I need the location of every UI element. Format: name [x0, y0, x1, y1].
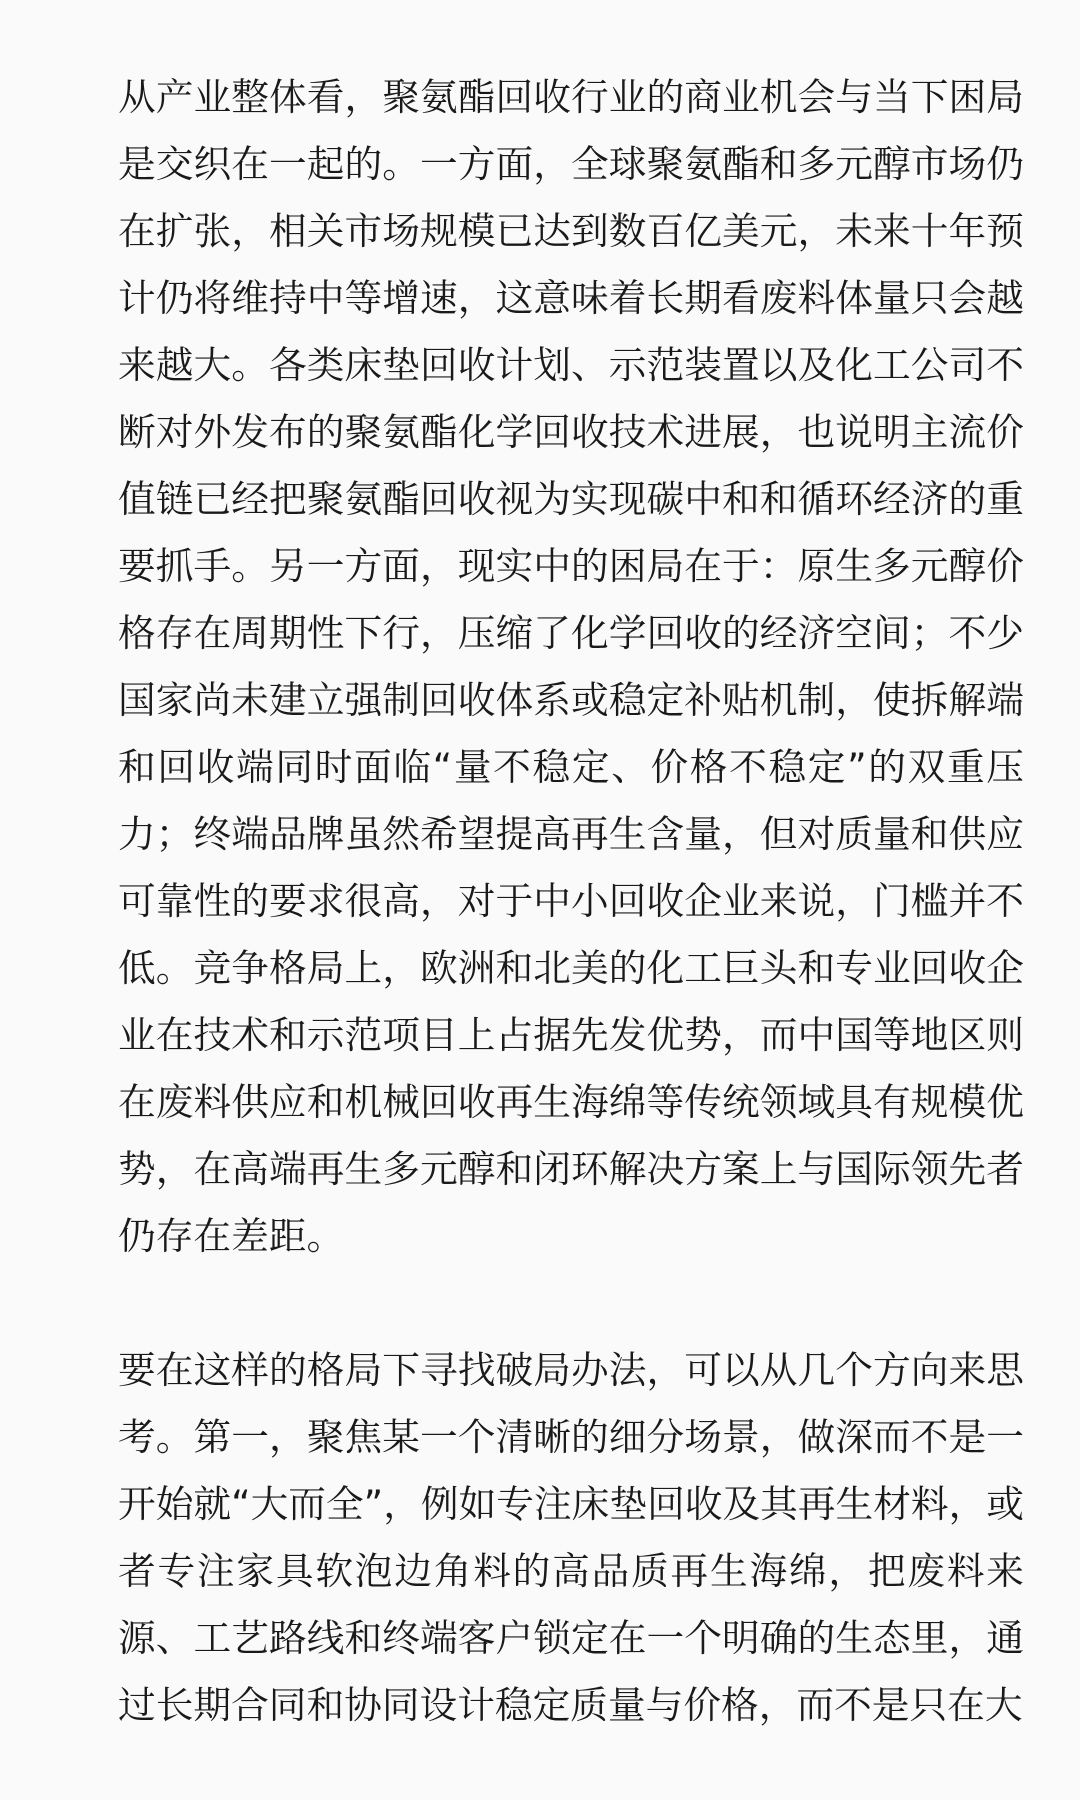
article-paragraph-2: 要在这样的格局下寻找破局办法，可以从几个方向来思考。第一，聚焦某一个清晰的细分场景，做深而不是一开始就“大而全”，例如专注床垫回收及其再生材料，或者专注家具软泡边角料的高品质再生海绵，把废料来源、工艺路线和终端客户锁定在一个明确的生态里，通过长期合同和协同设计稳定质量与价格，而不是只在大: [118, 1348, 1024, 1727]
article-body: [118, 64, 1024, 1739]
article-paragraph-1: 从产业整体看，聚氨酯回收行业的商业机会与当下困局是交织在一起的。一方面，全球聚氨酯和多元醇市场仍在扩张，相关市场规模已达到数百亿美元，未来十年预计仍将维持中等增速，这意味着长期看废料体量只会越来越大。各类床垫回收计划、示范装置以及化工公司不断对外发布的聚氨酯化学回收技术进展，也说明主流价值链已经把聚氨酯回收视为实现碳中和和循环经济的重要抓手。另一方面，现实中的困局在于：原生多元醇价格存在周期性下行，压缩了化学回收的经济空间；不少国家尚未建立强制回收体系或稳定补贴机制，使拆解端和回收端同时面临“量不稳定、价格不稳定”的双重压力；终端品牌虽然希望提高再生含量，但对质量和供应可靠性的要求很高，对于中小回收企业来说，门槛并不低。竞争格局上，欧洲和北美的化工巨头和专业回收企业在技术和示范项目上占据先发优势，而中国等地区则在废料供应和机械回收再生海绵等传统领域具有规模优势，在高端再生多元醇和闭环解决方案上与国际领先者仍存在差距。: [118, 75, 1024, 1258]
